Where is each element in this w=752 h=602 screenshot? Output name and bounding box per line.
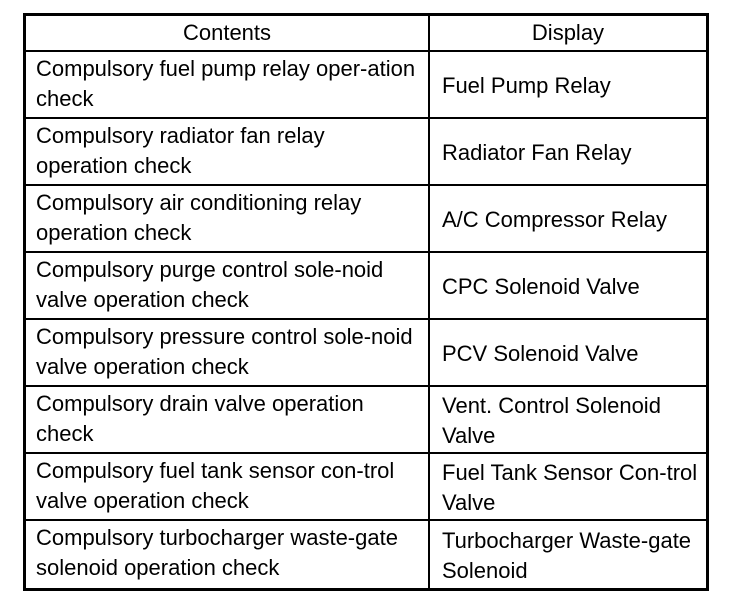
contents-text: Compulsory fuel pump relay oper-ation check (36, 56, 416, 111)
contents-text: Compulsory purge control sole-noid valve operation check (36, 257, 384, 312)
table-row (26, 454, 706, 521)
display-text: Vent. Control Solenoid Valve (442, 392, 661, 448)
header-contents: Contents (26, 16, 430, 50)
display-text: Radiator Fan Relay (442, 139, 632, 165)
contents-text: Compulsory drain valve operation check (36, 391, 364, 446)
contents-text: Compulsory pressure control sole-noid valve operation check (36, 324, 413, 379)
table-row (26, 186, 706, 253)
contents-cell (26, 454, 430, 519)
contents-display-table (23, 13, 709, 591)
display-text: Fuel Pump Relay (442, 72, 611, 98)
contents-cell (26, 52, 430, 117)
display-cell (430, 387, 706, 452)
table-header-row (26, 16, 706, 52)
display-cell (430, 521, 706, 588)
display-cell (430, 253, 706, 318)
display-text: Turbocharger Waste-gate Solenoid (442, 527, 692, 583)
display-text: CPC Solenoid Valve (442, 273, 640, 299)
display-cell (430, 52, 706, 117)
table-row (26, 52, 706, 119)
table-row (26, 253, 706, 320)
display-cell (430, 119, 706, 184)
contents-cell (26, 521, 430, 588)
display-text: A/C Compressor Relay (442, 206, 667, 232)
contents-text: Compulsory air conditioning relay operation check (36, 190, 362, 245)
display-text: PCV Solenoid Valve (442, 340, 639, 366)
table-row (26, 521, 706, 588)
contents-cell (26, 387, 430, 452)
contents-cell (26, 320, 430, 385)
contents-text: Compulsory turbocharger waste-gate solenoid operation check (36, 525, 398, 580)
contents-cell (26, 119, 430, 184)
table-row (26, 387, 706, 454)
table-row (26, 119, 706, 186)
contents-cell (26, 253, 430, 318)
table-row (26, 320, 706, 387)
contents-cell (26, 186, 430, 251)
display-cell (430, 186, 706, 251)
display-cell (430, 320, 706, 385)
display-text: Fuel Tank Sensor Con-trol Valve (442, 459, 698, 515)
contents-text: Compulsory fuel tank sensor con-trol valve operation check (36, 458, 395, 513)
header-display: Display (531, 20, 605, 45)
contents-text: Compulsory radiator fan relay operation check (36, 123, 325, 178)
display-cell (430, 454, 706, 519)
